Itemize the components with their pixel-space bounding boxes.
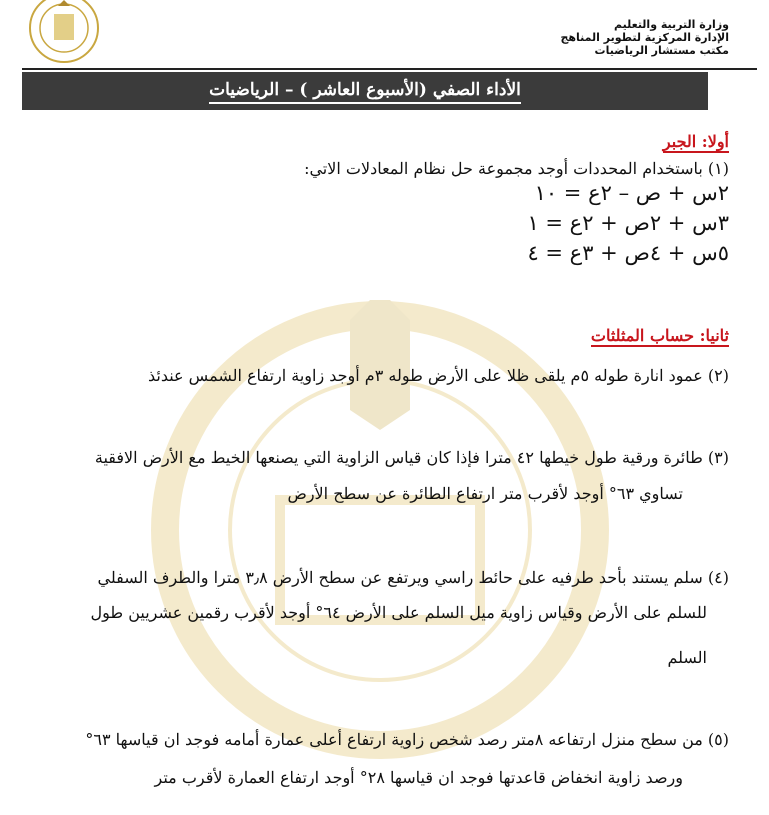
question-3-line-1: (٣) طائرة ورقية طول خيطها ٤٢ مترا فإذا كان قياس الزاوية التي يصنعها الخيط مع الأرض الافقية (94, 448, 729, 467)
header-text (560, 18, 729, 57)
question-4-line-1: (٤) سلم يستند بأحد طرفيه على حائط راسي ويرتفع عن سطح الأرض ٣٫٨ مترا والطرف السفلي (97, 568, 729, 587)
section-heading-algebra: أولا: الجبر (662, 132, 729, 151)
section-algebra (40, 132, 729, 268)
question-3-line-2: تساوي ٦٣° أوجد لأقرب متر ارتفاع الطائرة عن سطح الأرض (287, 484, 683, 503)
title-banner (22, 72, 708, 110)
ministry-logo (24, 0, 104, 66)
header-divider (22, 68, 757, 70)
question-2: (٢) عمود انارة طوله ٥م يلقى ظلا على الأرض طوله ٣م أوجد زاوية ارتفاع الشمس عندئذ (147, 366, 729, 385)
department-name: الإدارة المركزية لتطوير المناهج (560, 31, 729, 44)
equation-2: ٣س + ٢ص + ٢ع = ١ (527, 211, 729, 235)
section-heading-trig: ثانيا: حساب المثلثات (590, 326, 729, 345)
section-trig-heading (40, 326, 729, 345)
ministry-name: وزارة التربية والتعليم (614, 18, 729, 31)
question-5-line-1: (٥) من سطح منزل ارتفاعه ٨متر رصد شخص زاوية ارتفاع أعلى عمارة أمامه فوجد ان قياسها ٦٣° (85, 730, 729, 749)
question-1: (١) باستخدام المحددات أوجد مجموعة حل نظام المعادلات الاتي: (304, 159, 729, 178)
page-title: الأداء الصفي (الأسبوع العاشر ) – الرياضيات (209, 80, 521, 104)
question-4-line-2: للسلم على الأرض وقياس زاوية ميل السلم على الأرض ٦٤° أوجد لأقرب رقمين عشريين طول (90, 603, 707, 622)
question-4-line-3: السلم (667, 648, 707, 667)
question-5-line-2: ورصد زاوية انخفاض قاعدتها فوجد ان قياسها ٢٨° أوجد ارتفاع العمارة لأقرب متر (154, 768, 683, 787)
equation-1: ٢س + ص – ٢ع = ١٠ (534, 181, 729, 205)
equation-3: ٥س + ٤ص + ٣ع = ٤ (527, 241, 729, 265)
office-name: مكتب مستشار الرياضيات (594, 44, 729, 57)
